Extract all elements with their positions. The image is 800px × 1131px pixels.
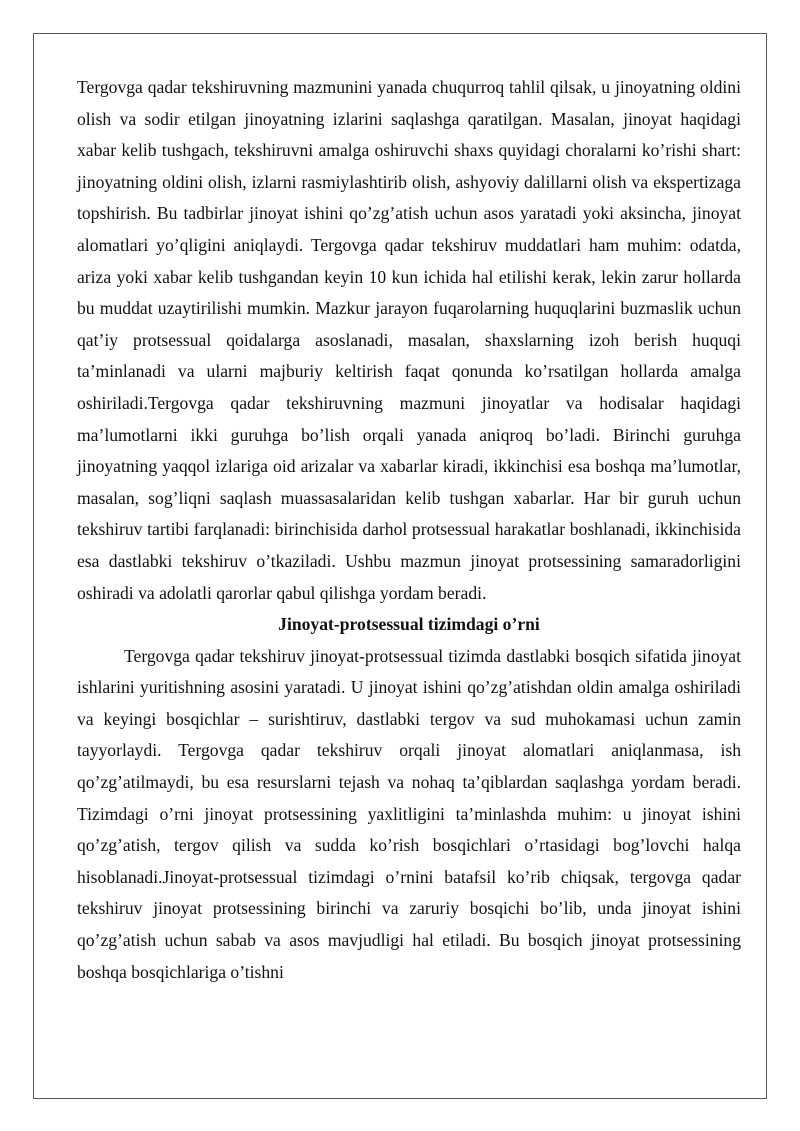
section-heading: Jinoyat-protsessual tizimdagi o’rni <box>278 614 540 635</box>
body-paragraph: Tergovga qadar tekshiruvning mazmunini yanada chuqurroq tahlil qilsak, u jinoyatning oldini olish va sodir etilgan jinoyatning izlarini saqlashga qaratilgan. Masalan, jinoyat haqidagi xabar kelib tushgach, tekshiruvni amalga oshiruvchi shaxs quyidagi choralarni ko’rishi shart: jinoyatning oldini olish, izlarni rasmiylashtirib olish, ashyoviy dalillarni olish va ekspertizaga topshirish. Bu tadbirlar jinoyat ishini qo’zg’atish uchun asos yaratadi yoki aksincha, jinoyat alomatlari yo’qligini aniqlaydi. Tergovga qadar tekshiruv muddatlari ham muhim: odatda, ariza yoki xabar kelib tushgandan keyin 10 kun ichida hal etilishi kerak, lekin zarur hollarda bu muddat uzaytirilishi mumkin. Mazkur jarayon fuqarolarning huquqlarini buzmaslik uchun qat’iy protsessual qoidalarga asoslanadi, masalan, shaxslarning izoh berish huquqi ta’minlanadi va ularni majburiy keltirish faqat qonunda ko’rsatilgan hollarda amalga oshiriladi.Tergovga qadar tekshiruvning mazmuni jinoyatlar va hodisalar haqidagi ma’lumotlarni ikki guruhga bo’lish orqali yanada aniqroq bo’ladi. Birinchi guruhga jinoyatning yaqqol izlariga oid arizalar va xabarlar kiradi, ikkinchisi esa boshqa ma’lumotlar, masalan, sog’liqni saqlash muassasalaridan kelib tushgan xabarlar. Har bir guruh uchun tekshiruv tartibi farqlanadi: birinchisida darhol protsessual harakatlar boshlanadi, ikkinchisida esa dastlabki tekshiruv o’tkaziladi. Ushbu mazmun jinoyat protsessining samaradorligini oshiradi va adolatli qarorlar qabul qilishga yordam beradi. <box>77 77 741 603</box>
body-paragraph: Tergovga qadar tekshiruv jinoyat-protsessual tizimda dastlabki bosqich sifatida jinoyat ishlarini yuritishning asosini yaratadi. U jinoyat ishini qo’zg’atishdan oldin amalga oshiriladi va keyingi bosqichlar – surishtiruv, dastlabki tergov va sud muhokamasi uchun zamin tayyorlaydi. Tergovga qadar tekshiruv orqali jinoyat alomatlari aniqlanmasa, ish qo’zg’atilmaydi, bu esa resurslarni tejash va nohaq ta’qiblardan saqlashga yordam beradi. Tizimdagi o’rni jinoyat protsessining yaxlitligini ta’minlashda muhim: u jinoyat ishini qo’zg’atish, tergov qilish va sudda ko’rish bosqichlari o’rtasidagi bog’lovchi halqa hisoblanadi.Jinoyat-protsessual tizimdagi o’rnini batafsil ko’rib chiqsak, tergovga qadar tekshiruv jinoyat protsessining birinchi va zaruriy bosqichi bo’lib, unda jinoyat ishini qo’zg’atish uchun sabab va asos mavjudligi hal etiladi. Bu bosqich jinoyat protsessining boshqa bosqichlariga o’tishni <box>77 645 741 982</box>
document-body <box>77 72 741 988</box>
